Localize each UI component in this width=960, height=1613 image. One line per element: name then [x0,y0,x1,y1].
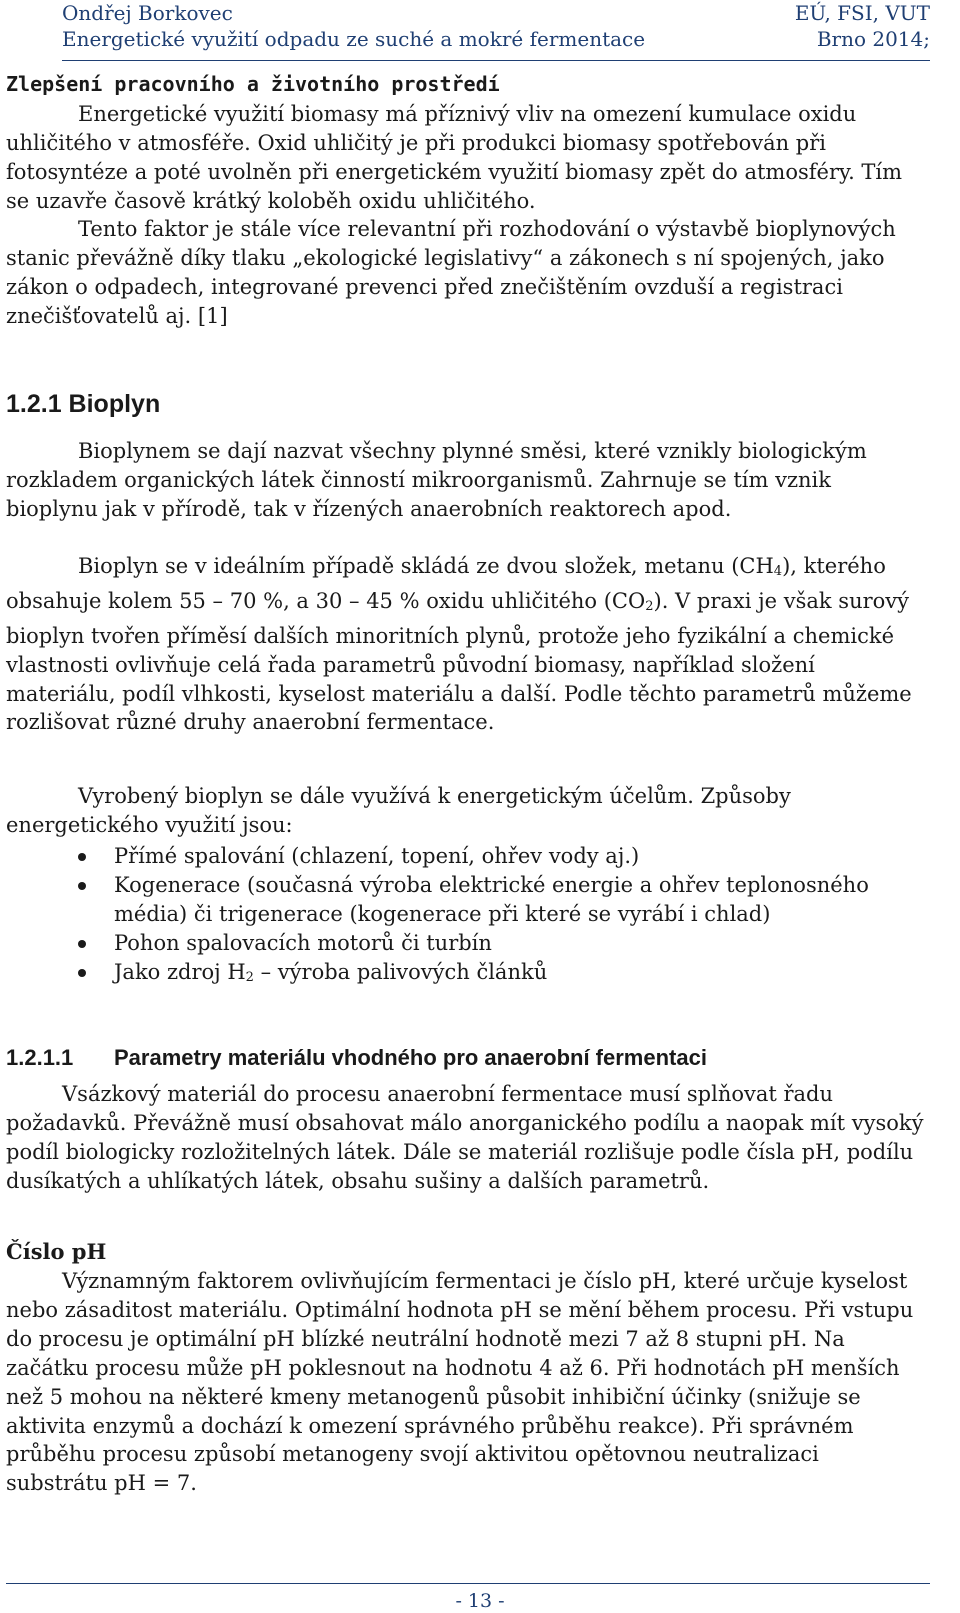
subsection-title-ph: Číslo pH [6,1239,107,1264]
section-title-environment: Zlepšení pracovního a životního prostředí [6,72,500,96]
header-institution: EÚ, FSI, VUT [794,1,930,25]
header-author: Ondřej Borkovec [62,1,233,25]
header-place-year: Brno 2014; [816,27,930,51]
paragraph-biogas-2: Bioplyn se v ideálním případě skládá ze dvou složek, metanu $(CH_4)$, kterého obsahuje kolem 55 – 70 %, a 30 – 45 % oxidu uhličitého $(CO_2)$. V praxi je však surový bioplyn tvořen příměsí dalších minoritních plynů, protože jeho fyzikální a chemické vlastnosti ovlivňuje celá řada parametrů původní biomasy, například složení materiálu, podíl vlhkosti, kyselost materiálu a další. Podle těchto parametrů můžeme rozlišovat různé druhy anaerobní fermentace. [6,554,912,735]
bullet-icon [78,853,86,861]
page-header [62,0,930,52]
section-heading-biogas: 1.2.1 Bioplyn [6,390,161,418]
footer-divider [6,1583,930,1584]
header-row-2 [62,26,930,52]
section-heading-params [6,1043,707,1073]
header-title: Energetické využití odpadu ze suché a mokré fermentace [62,27,646,51]
bullet-icon [78,940,86,948]
bullet-icon [78,882,86,890]
section-number: 1.2.1.1 [6,1045,74,1070]
list-item: Jako zdroj $H_2$ – výroba palivových článků [6,958,926,992]
header-row-1 [62,0,930,26]
list-item: Pohon spalovacích motorů či turbín [6,929,926,958]
list-item: Kogenerace (současná výroba elektrické energie a ohřev teplonosného média) či trigenerace (kogenerace při které se vyrábí i chlad) [6,871,926,929]
paragraph-biogas-3: Vyrobený bioplyn se dále využívá k energetickým účelům. Způsoby energetického využití jsou: [6,784,791,837]
energy-use-list [6,842,926,992]
paragraph-biogas-1: Bioplynem se dají nazvat všechny plynné směsi, které vznikly biologickým rozkladem organických látek činností mikroorganismů. Zahrnuje se tím vznik bioplynu jak v přírodě, tak v řízených anaerobních reaktorech apod. [6,439,867,521]
section-title: Parametry materiálu vhodného pro anaerobní fermentaci [114,1045,707,1070]
page-number: - 13 - [455,1590,505,1612]
header-divider [62,60,930,61]
paragraph-ph: Významným faktorem ovlivňujícím fermentaci je číslo pH, které určuje kyselost nebo zásaditost materiálu. Optimální hodnota pH se mění během procesu. Při vstupu do procesu je optimální pH blízké neutrální hodnotě mezi 7 až 8 stupni pH. Na začátku procesu může pH poklesnout na hodnotu 4 až 6. Při hodnotách pH menších než 5 mohou na některé kmeny metanogenů působit inhibiční účinky (snižuje se aktivita enzymů a dochází k omezení správného průběhu reakce). Při správném průběhu procesu způsobí metanogeny svojí aktivitou opětovnou neutralizaci substrátu pH = 7. [6,1269,914,1496]
paragraph-env-2: Tento faktor je stále více relevantní při rozhodování o výstavbě bioplynových stanic převážně díky tlaku „ekologické legislativy“ a zákonech s ní spojených, jako zákon o odpadech, integrované prevenci před znečištěním ovzduší a registraci znečišťovatelů aj. [1] [6,217,896,328]
paragraph-params-1: Vsázkový materiál do procesu anaerobní fermentace musí splňovat řadu požadavků. Převážně musí obsahovat málo anorganického podílu a naopak mít vysoký podíl biologicky rozložitelných látek. Dále se materiál rozlišuje podle čísla pH, podílu dusíkatých a uhlíkatých látek, obsahu sušiny a dalších parametrů. [6,1082,924,1193]
paragraph-env-1: Energetické využití biomasy má příznivý vliv na omezení kumulace oxidu uhličitého v atmosféře. Oxid uhličitý je při produkci biomasy spotřebován při fotosyntéze a poté uvolněn při energetickém využití biomasy zpět do atmosféry. Tím se uzavře časově krátký koloběh oxidu uhličitého. [6,102,903,213]
bullet-icon [78,969,86,977]
list-item: Přímé spalování (chlazení, topení, ohřev vody aj.) [6,842,926,871]
